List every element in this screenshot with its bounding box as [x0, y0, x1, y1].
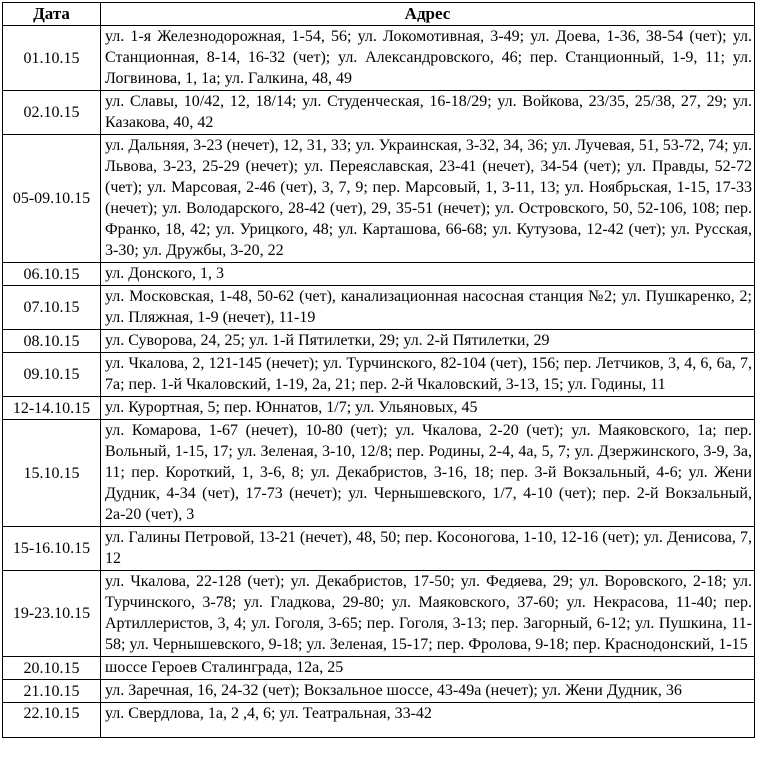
column-header-address: Адрес [101, 3, 755, 26]
address-cell: ул. Свердлова, 1а, 2 ,4, 6; ул. Театральная, 33-42 [101, 703, 755, 738]
header-row [3, 3, 755, 26]
table-row [3, 135, 755, 263]
date-cell: 12-14.10.15 [3, 397, 101, 420]
table-row [3, 330, 755, 353]
address-cell: ул. Дальняя, 3-23 (нечет), 12, 31, 33; ул. Украинская, 3-32, 34, 36; ул. Лучевая, 51, 53-72, 74; ул. Львова, 3-23, 25-29 (нечет); ул. Переяславская, 23-41 (нечет), 34-54 (чет); ул. Правды, 52-72 (чет); ул. Марсовая, 2-46 (чет), 3, 7, 9; пер. Марсовый, 1, 3-11, 13; ул. Ноябрьская, 1-15, 17-33 (нечет); ул. Володарского, 28-42 (чет), 29, 35-51 (нечет); ул. Островского, 50, 52-106, 108; пер. Франко, 18, 42; ул. Урицкого, 48; ул. Карташова, 66-68; ул. Кутузова, 12-42 (чет); ул. Русская, 3-30; ул. Дружбы, 3-20, 22 [101, 135, 755, 263]
date-cell: 20.10.15 [3, 657, 101, 680]
address-cell: ул. Донского, 1, 3 [101, 263, 755, 286]
address-cell: ул. Галины Петровой, 13-21 (нечет), 48, 50; пер. Косоногова, 1-10, 12-16 (чет); ул. Денисова, 7, 12 [101, 527, 755, 571]
table-row [3, 527, 755, 571]
table-row [3, 353, 755, 397]
date-cell: 15-16.10.15 [3, 527, 101, 571]
table-row [3, 680, 755, 703]
date-cell: 21.10.15 [3, 680, 101, 703]
date-cell: 15.10.15 [3, 420, 101, 527]
column-header-date: Дата [3, 3, 101, 26]
address-cell: ул. Чкалова, 22-128 (чет); ул. Декабристов, 17-50; ул. Федяева, 29; ул. Воровского, 2-18; ул. Турчинского, 3-78; ул. Гладкова, 29-80; ул. Маяковского, 37-60; ул. Некрасова, 11-40; пер. Артиллеристов, 3, 4; ул. Гоголя, 3-65; пер. Гоголя, 3-13; пер. Загорный, 6-12; ул. Пушкина, 11-58; ул. Чернышевского, 9-18; ул. Зеленая, 15-17; пер. Фролова, 9-18; пер. Краснодонский, 1-15 [101, 571, 755, 657]
table-row [3, 263, 755, 286]
date-cell: 22.10.15 [3, 703, 101, 738]
table-row [3, 91, 755, 135]
date-cell: 06.10.15 [3, 263, 101, 286]
address-cell: ул. Московская, 1-48, 50-62 (чет), канализационная насосная станция №2; ул. Пушкаренко, 2; ул. Пляжная, 1-9 (нечет), 11-19 [101, 286, 755, 330]
date-cell: 05-09.10.15 [3, 135, 101, 263]
table-row [3, 703, 755, 738]
date-cell: 19-23.10.15 [3, 571, 101, 657]
outage-schedule-table [2, 2, 755, 738]
address-cell: шоссе Героев Сталинграда, 12а, 25 [101, 657, 755, 680]
address-cell: ул. Курортная, 5; пер. Юннатов, 1/7; ул. Ульяновых, 45 [101, 397, 755, 420]
table-header [3, 3, 755, 26]
address-cell: ул. Комарова, 1-67 (нечет), 10-80 (чет); ул. Чкалова, 2-20 (чет); ул. Маяковского, 1а; пер. Вольный, 1-15, 17; ул. Зеленая, 3-10, 12/8; пер. Родины, 2-4, 4а, 5, 7; ул. Дзержинского, 3-9, 3а, 11; пер. Короткий, 1, 3-6, 8; ул. Декабристов, 3-16, 18; пер. 3-й Вокзальный, 4-6; ул. Жени Дудник, 4-34 (чет), 17-73 (нечет); ул. Чернышевского, 1/7, 4-10 (чет); пер. 2-й Вокзальный, 2а-20 (чет), 3 [101, 420, 755, 527]
address-cell: ул. Суворова, 24, 25; ул. 1-й Пятилетки, 29; ул. 2-й Пятилетки, 29 [101, 330, 755, 353]
date-cell: 02.10.15 [3, 91, 101, 135]
date-cell: 07.10.15 [3, 286, 101, 330]
address-cell: ул. Заречная, 16, 24-32 (чет); Вокзальное шоссе, 43-49а (нечет); ул. Жени Дудник, 36 [101, 680, 755, 703]
address-cell: ул. 1-я Железнодорожная, 1-54, 56; ул. Локомотивная, 3-49; ул. Доева, 1-36, 38-54 (чет); ул. Станционная, 8-14, 16-32 (чет); ул. Александровского, 46; пер. Станционный, 1-9, 11; ул. Логвинова, 1, 1а; ул. Галкина, 48, 49 [101, 26, 755, 91]
table-row [3, 657, 755, 680]
table-row [3, 420, 755, 527]
date-cell: 09.10.15 [3, 353, 101, 397]
table-row [3, 26, 755, 91]
date-cell: 08.10.15 [3, 330, 101, 353]
table-row [3, 286, 755, 330]
address-cell: ул. Чкалова, 2, 121-145 (нечет); ул. Турчинского, 82-104 (чет), 156; пер. Летчиков, 3, 4, 6, 6а, 7, 7а; пер. 1-й Чкаловский, 1-19, 2а, 21; пер. 2-й Чкаловский, 3-13, 15; ул. Годины, 11 [101, 353, 755, 397]
table-row [3, 571, 755, 657]
date-cell: 01.10.15 [3, 26, 101, 91]
table-row [3, 397, 755, 420]
address-cell: ул. Славы, 10/42, 12, 18/14; ул. Студенческая, 16-18/29; ул. Войкова, 23/35, 25/38, 27, 29; ул. Казакова, 40, 42 [101, 91, 755, 135]
table-body [3, 26, 755, 738]
